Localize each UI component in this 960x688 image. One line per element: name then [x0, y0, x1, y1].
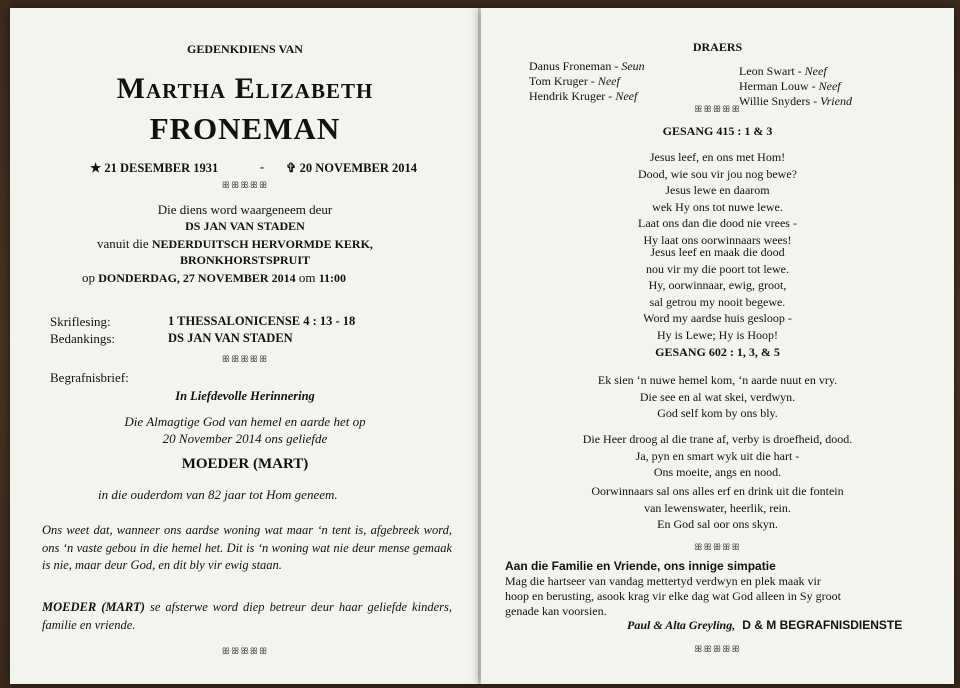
date-prefix: op — [82, 270, 95, 285]
cross-icon: ✞ — [286, 161, 297, 175]
hymn-415-verse-2: Jesus leef en maak die dood nou vir my die poort tot lewe. Hy, oorwinnaar, ewig, groot, sal getrou my nooit begewe. Word my aardse huis gesloop - Hy is Lewe; Hy is Hoop! — [643, 245, 792, 342]
announcement-line-1: Die Almagtige God van hemel en aarde het op — [124, 414, 366, 429]
birth-date-line — [90, 160, 218, 176]
ornament-divider: ꕥꕥꕥꕥꕥ — [221, 646, 269, 656]
bearers-list-left — [529, 59, 645, 104]
hymn-415-title: GESANG 415 : 1 & 3 — [662, 124, 773, 138]
sympathy-text: Mag die hartseer van vandag mettertyd verdwyn en plek maak vir hoop en berusting, asook krag vir elke dag wat God alleen in Sy groot genade kan voorsien. — [505, 574, 841, 618]
hymn-602-verse-2: Die Heer droog al die trane af, verby is droefheid, dood. Ja, pyn en smart wyk uit die hart - Ons moeite, angs en nood. — [582, 432, 853, 479]
bearer-entry: Leon Swart - Neef — [739, 64, 827, 78]
thanks-name: DS JAN VAN STADEN — [168, 331, 293, 345]
dates-dash: - — [260, 160, 265, 174]
mourning-mother-name: MOEDER (MART) — [42, 600, 145, 614]
signoff-names: Paul & Alta Greyling, — [627, 618, 736, 632]
hymn-602-title: GESANG 602 : 1, 3, & 5 — [655, 345, 780, 359]
bearer-entry: Herman Louw - Neef — [739, 79, 841, 93]
hymn-602-verse-1: Ek sien ‘n nuwe hemel kom, ‘n aarde nuut en vry. Die see en al wat skei, verdwyn. God self kom by ons bly. — [597, 373, 838, 420]
thanks-label: Bedankings: — [50, 331, 115, 346]
scripture-verse: Ons weet dat, wanneer ons aardse woning wat maar ‘n tent is, afgebreek word, ons ‘n vaste gebou in die hemel het. Dit is ‘n woning wat nie deur mense gemaak is nie, maar deur God, en dit bly vir ewig staan. — [42, 523, 452, 572]
funeral-company: D & M BEGRAFNISDIENSTE — [742, 618, 903, 632]
hymn-415-verse-1: Jesus leef, en ons met Hom! Dood, wie sou vir jou nog bewe? Jesus lewe en daarom wek Hy ons tot nuwe lewe. Laat ons dan die dood nie vrees - Hy laat ons oorwinnaars wees! — [638, 150, 797, 247]
burial-letter-label: Begrafnisbrief: — [50, 370, 129, 385]
ornament-divider: ꕥꕥꕥꕥꕥ — [694, 644, 741, 654]
in-memory-line: In Liefdevolle Herinnering — [175, 389, 315, 403]
bearer-entry: Hendrik Kruger - Neef — [529, 89, 638, 103]
deceased-first-names: Martha Elizabeth — [116, 72, 374, 105]
service-line: Die diens word waargeneem deur — [157, 202, 333, 217]
scripture-reading: 1 THESSALONICENSE 4 : 13 - 18 — [168, 314, 356, 328]
hymn-602-verse-3: Oorwinnaars sal ons alles erf en drink uit die fontein van lewenswater, heerlik, rein. En God sal oor ons skyn. — [591, 484, 844, 531]
time-prefix: om — [298, 270, 316, 285]
bearer-entry: Danus Froneman - Seun — [529, 59, 645, 73]
scripture-label: Skriflesing: — [50, 314, 111, 329]
ornament-divider: ꕥꕥꕥꕥꕥ — [694, 104, 741, 114]
age-line: in die ouderdom van 82 jaar tot Hom geneem. — [98, 487, 338, 502]
announcement-line-2: 20 November 2014 ons geliefde — [162, 431, 328, 446]
mother-name: MOEDER (MART) — [181, 456, 309, 472]
death-date: 20 NOVEMBER 2014 — [299, 161, 417, 175]
death-date-line — [286, 160, 417, 176]
star-icon: ★ — [90, 161, 102, 175]
venue-name: NEDERDUITSCH HERVORMDE KERK, — [151, 237, 373, 251]
service-datetime — [82, 270, 346, 286]
right-page — [481, 8, 954, 684]
signoff-line — [627, 618, 902, 633]
bearers-list-right — [739, 64, 852, 109]
left-page — [10, 8, 480, 684]
service-date: DONDERDAG, 27 NOVEMBER 2014 — [98, 271, 296, 285]
mourning-text: se afsterwe word diep betreur deur haar geliefde kinders, familie en vriende. — [42, 600, 452, 632]
bearer-entry: Willie Snyders - Vriend — [739, 94, 852, 108]
ornament-divider: ꕥꕥꕥꕥꕥ — [221, 354, 269, 364]
venue-prefix: vanuit die — [97, 236, 149, 251]
deceased-surname: FRONEMAN — [149, 111, 341, 146]
venue-town: BRONKHORSTSPRUIT — [179, 253, 311, 267]
sympathy-title: Aan die Familie en Vriende, ons innige simpatie — [505, 559, 776, 573]
mourning-line — [42, 599, 452, 634]
memorial-heading: GEDENKDIENS VAN — [187, 42, 303, 56]
ornament-divider: ꕥꕥꕥꕥꕥ — [694, 542, 741, 552]
bearers-title: DRAERS — [692, 40, 743, 54]
venue-line — [97, 236, 373, 252]
service-time: 11:00 — [318, 271, 347, 285]
ornament-divider: ꕥꕥꕥꕥꕥ — [221, 180, 269, 190]
bearer-entry: Tom Kruger - Neef — [529, 74, 620, 88]
birth-date: 21 DESEMBER 1931 — [104, 161, 219, 175]
officiant-name: DS JAN VAN STADEN — [185, 219, 305, 233]
